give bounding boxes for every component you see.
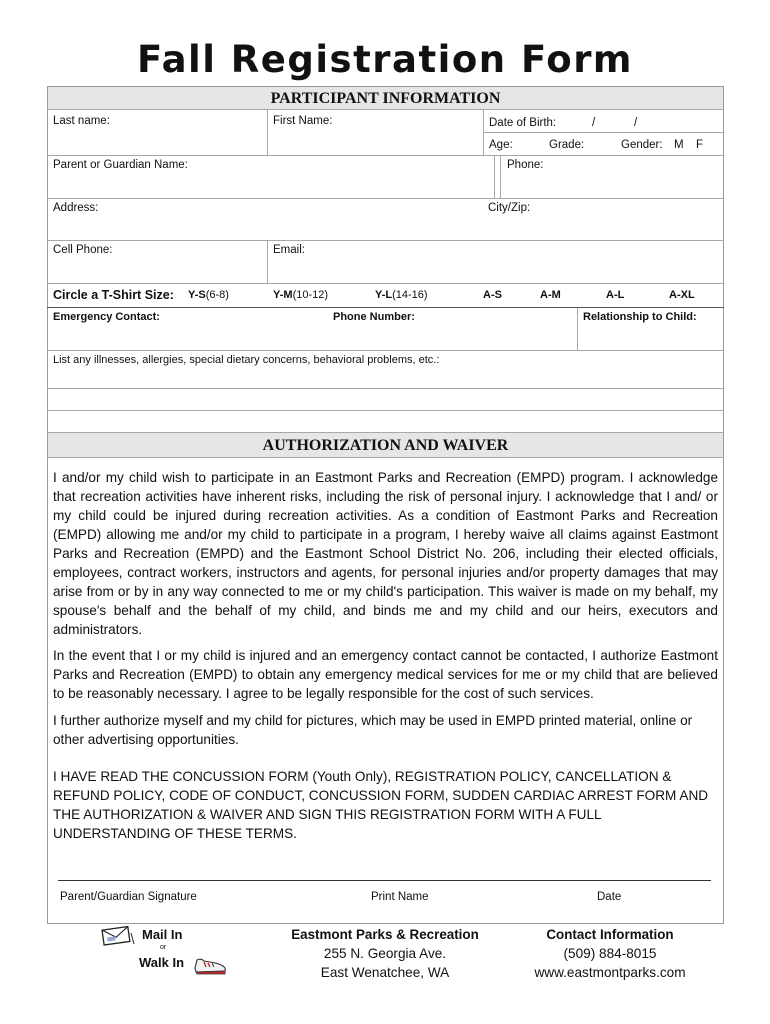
emergency-contact-label: Emergency Contact: (53, 311, 160, 323)
address-label: Address: (53, 202, 99, 214)
divider (47, 283, 724, 284)
divider (47, 350, 724, 351)
date-of-birth-label: Date of Birth: (489, 117, 557, 129)
divider (484, 132, 724, 133)
org-city: East Wenatchee, WA (320, 965, 450, 980)
divider (47, 109, 724, 110)
relationship-label: Relationship to Child: (583, 311, 697, 323)
divider (267, 241, 268, 283)
gender-female-option[interactable]: F (696, 139, 704, 151)
waiver-section-heading: AUTHORIZATION AND WAIVER (48, 433, 723, 457)
walk-in-label: Walk In (139, 955, 185, 970)
divider (494, 156, 495, 198)
print-name-label: Print Name (371, 891, 429, 903)
city-zip-label: City/Zip: (488, 202, 531, 214)
waiver-paragraph-3: I further authorize myself and my child for pictures, which may be used in EMPD printed material, online or other advertising opportunities. (53, 713, 693, 747)
tshirt-option-axl[interactable]: A-XL (669, 289, 695, 301)
tshirt-option-ym[interactable]: Y-M(10-12) (273, 289, 329, 301)
or-label: or (160, 944, 167, 951)
email-label: Email: (273, 244, 305, 256)
waiver-paragraph-2: In the event that I or my child is injured and an emergency contact cannot be contacted, I authorize Eastmont Parks and Recreation (EMPD) to obtain any emergency medical services for me or my child that are believed to be reasonably necessary. I agree to be legally responsible for the cost of such services. (53, 648, 718, 701)
last-name-label: Last name: (53, 115, 110, 127)
first-name-label: First Name: (273, 115, 333, 127)
website-link[interactable]: www.eastmontparks.com (534, 965, 686, 980)
waiver-paragraph-1: I and/or my child wish to participate in an Eastmont Parks and Recreation (EMPD) program. I acknowledge that recreation activities have inherent risks, including the risk of personal injury. I acknowledge that I and/ or my child could be injured during recreation activities. As a condition of Eastmont Parks and Recreation (EMPD) allowing me and/or my child to participate in a program, I hereby waive all claims against Eastmont Parks and Recreation (EMPD) and the Eastmont School District No. 206, including their elected officials, employees, contract workers, instructors and agents, for personal injuries and/or property damages that may arise from or by in any way connected to me or my child's participation. This waiver is made on my behalf, my spouse's behalf and the behalf of my child, and binds me and my child and our heirs, executors and administrators. (53, 470, 718, 637)
envelope-icon (100, 924, 136, 948)
participant-section-heading: PARTICIPANT INFORMATION (48, 87, 723, 109)
dob-separator: / (592, 117, 596, 129)
phone-label: Phone: (507, 159, 544, 171)
waiver-paragraph-4: I HAVE READ THE CONCUSSION FORM (Youth Only), REGISTRATION POLICY, CANCELLATION & REFUND POLICY, CODE OF CONDUCT, CONCUSSION FORM, SUDDEN CARDIAC ARREST FORM AND THE AUTHORIZATION & WAIVER AND SIGN THIS REGISTRATION FORM WITH A FULL UNDERSTANDING OF THESE TERMS. (53, 769, 709, 841)
org-name: Eastmont Parks & Recreation (291, 927, 479, 942)
guardian-name-label: Parent or Guardian Name: (53, 159, 188, 171)
contact-heading: Contact Information (546, 927, 674, 942)
divider (47, 240, 724, 241)
tshirt-option-ys[interactable]: Y-S(6-8) (188, 289, 229, 301)
divider (577, 308, 578, 350)
illnesses-label: List any illnesses, allergies, special dietary concerns, behavioral problems, etc.: (53, 354, 440, 366)
mail-in-label: Mail In (142, 927, 183, 942)
dob-separator: / (634, 117, 638, 129)
grade-label: Grade: (549, 139, 585, 151)
signature-label: Parent/Guardian Signature (60, 891, 197, 903)
divider (47, 410, 724, 411)
org-street: 255 N. Georgia Ave. (323, 946, 447, 961)
tshirt-option-yl[interactable]: Y-L(14-16) (375, 289, 428, 301)
divider (47, 155, 724, 156)
contact-phone: (509) 884-8015 (563, 946, 657, 961)
cell-phone-label: Cell Phone: (53, 244, 113, 256)
page-title: Fall Registration Form (136, 38, 633, 81)
tshirt-option-as[interactable]: A-S (483, 289, 502, 301)
signature-line[interactable] (58, 880, 711, 881)
phone-number-label: Phone Number: (333, 311, 415, 323)
divider (500, 156, 501, 198)
date-label: Date (597, 891, 622, 903)
divider (47, 198, 724, 199)
age-label: Age: (489, 139, 513, 151)
divider (267, 110, 268, 155)
divider (47, 388, 724, 389)
sneaker-icon (192, 953, 228, 977)
tshirt-option-am[interactable]: A-M (540, 289, 561, 301)
gender-male-option[interactable]: M (674, 139, 684, 151)
tshirt-option-al[interactable]: A-L (606, 289, 625, 301)
divider (47, 457, 724, 458)
tshirt-size-label: Circle a T-Shirt Size: (53, 288, 174, 302)
gender-label: Gender: (621, 139, 663, 151)
divider (47, 307, 724, 308)
